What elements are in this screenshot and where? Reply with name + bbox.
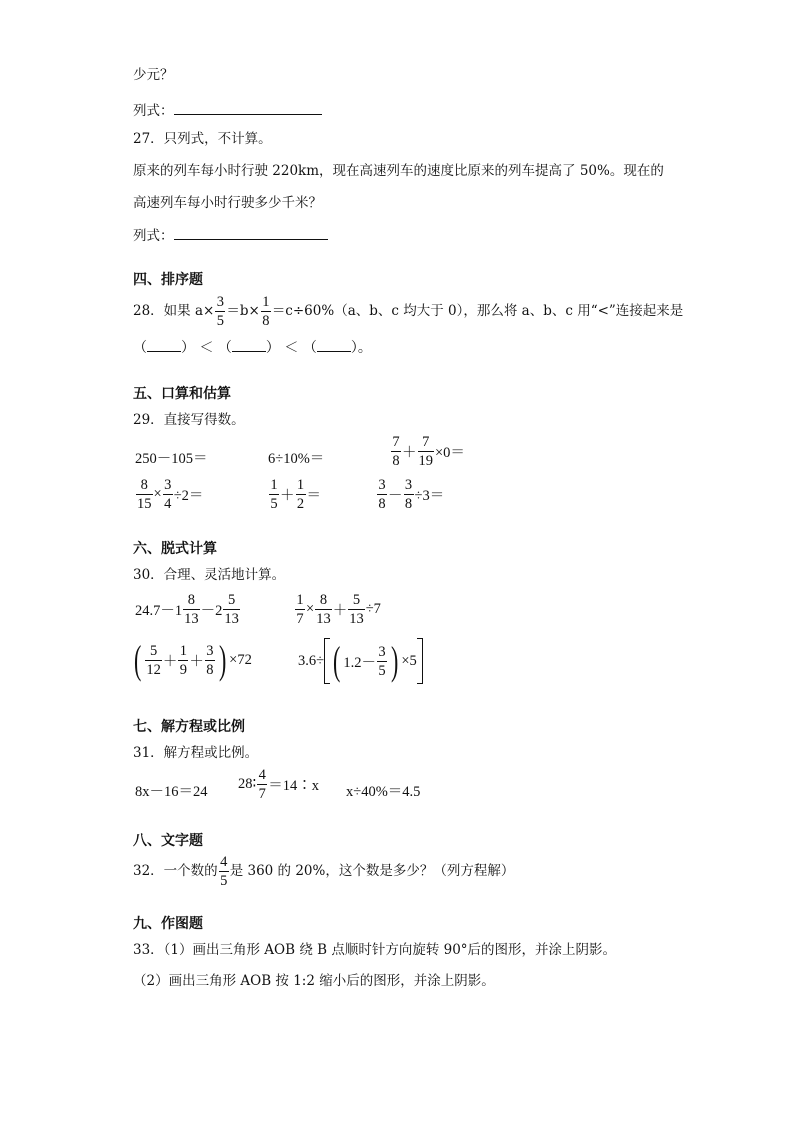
calc-2: $\frac{1}{7}$ × $\frac{8}{13}$ ＋ $\frac{5}{13}$ ÷7 (296, 592, 381, 627)
q26-formula-line (133, 100, 322, 120)
left-paren: ( (133, 637, 142, 682)
answer-blank[interactable] (174, 225, 328, 240)
q28-mid: ＝b× (226, 303, 260, 319)
q28-blanks: （ ） ＜ （ ） ＜ （ ）。 (133, 340, 372, 356)
q29-title: 29．直接写得数。 (133, 412, 245, 428)
fraction: $\frac{3}{5}$ (216, 293, 224, 329)
calc-3: ( 5 12 ＋ 1 9 ＋ 3 8 ) ×72 (133, 637, 252, 682)
expr-4: $\frac{8}{15}$ × $\frac{3}{4}$ ÷2＝ (137, 477, 204, 512)
q32-statement: 32．一个数的 4 5 是 360 的 20%，这个数是多少？（列方程解） (133, 853, 515, 889)
q28-suffix: ＝c÷60%（a、b、c 均大于 0），那么将 a、b、c 用“<”连接起来是 (271, 303, 684, 319)
equation-3: x÷40%＝4.5 (346, 784, 421, 800)
expr-1: 250－105＝ (135, 451, 208, 467)
right-bracket (417, 638, 423, 684)
expr-6: 3 8 － $\frac{3}{8}$ ÷3＝ (378, 477, 445, 512)
calc-4: 3.6÷ ( 1.2－ 3 5 ) ×5 (298, 638, 423, 684)
section-heading-7: 七、解方程或比例 (133, 719, 245, 735)
q28-statement (133, 291, 683, 331)
q26-tail-text: 少元？ (133, 67, 174, 83)
fraction: $\frac{1}{8}$ (262, 293, 270, 329)
formula-label: 列式： (133, 228, 174, 244)
answer-blank-3[interactable] (317, 338, 351, 352)
q30-title: 30．合理、灵活地计算。 (133, 567, 286, 583)
q27-line1: 原来的列车每小时行驶 220km，现在高速列车的速度比原来的列车提高了 50%。现在的 (133, 163, 664, 179)
section-heading-4: 四、排序题 (133, 272, 203, 288)
left-bracket (324, 638, 330, 684)
section-heading-5: 五、口算和估算 (133, 386, 231, 402)
q33-part2: （2）画出三角形 AOB 按 1:2 缩小后的图形，并涂上阴影。 (133, 973, 495, 989)
q33-part1: 33．（1）画出三角形 AOB 绕 B 点顺时针方向旋转 90°后的图形，并涂上阴影。 (133, 942, 617, 958)
section-heading-8: 八、文字题 (133, 833, 203, 849)
answer-blank-1[interactable] (147, 338, 181, 352)
right-paren: ) (218, 637, 227, 682)
equation-2: 28∶ 4 7 ＝14∶x (238, 767, 320, 802)
q28-prefix: 28．如果 a× (133, 303, 215, 319)
section-heading-6: 六、脱式计算 (133, 541, 217, 557)
equation-1: 8x－16＝24 (135, 784, 208, 800)
expr-5: 1 5 ＋ 1 2 ＝ (270, 477, 321, 512)
left-paren: ( (333, 638, 341, 683)
q27-title: 27．只列式，不计算。 (133, 131, 272, 147)
expr-2: 6÷10%＝ (268, 451, 325, 467)
fraction: 4 5 (220, 853, 228, 889)
calc-1: 24.7－1 8 13 －2 5 13 (135, 592, 239, 627)
answer-blank-2[interactable] (232, 338, 266, 352)
q27-formula-line (133, 225, 328, 245)
answer-blank[interactable] (174, 100, 322, 115)
right-paren: ) (391, 638, 399, 683)
expr-3: 7 8 ＋ $\frac{7}{19}$ ×0＝ (392, 434, 465, 469)
formula-label: 列式： (133, 103, 174, 119)
q27-line2: 高速列车每小时行驶多少千米？ (133, 195, 322, 211)
q31-title: 31．解方程或比例。 (133, 745, 259, 761)
section-heading-9: 九、作图题 (133, 916, 203, 932)
